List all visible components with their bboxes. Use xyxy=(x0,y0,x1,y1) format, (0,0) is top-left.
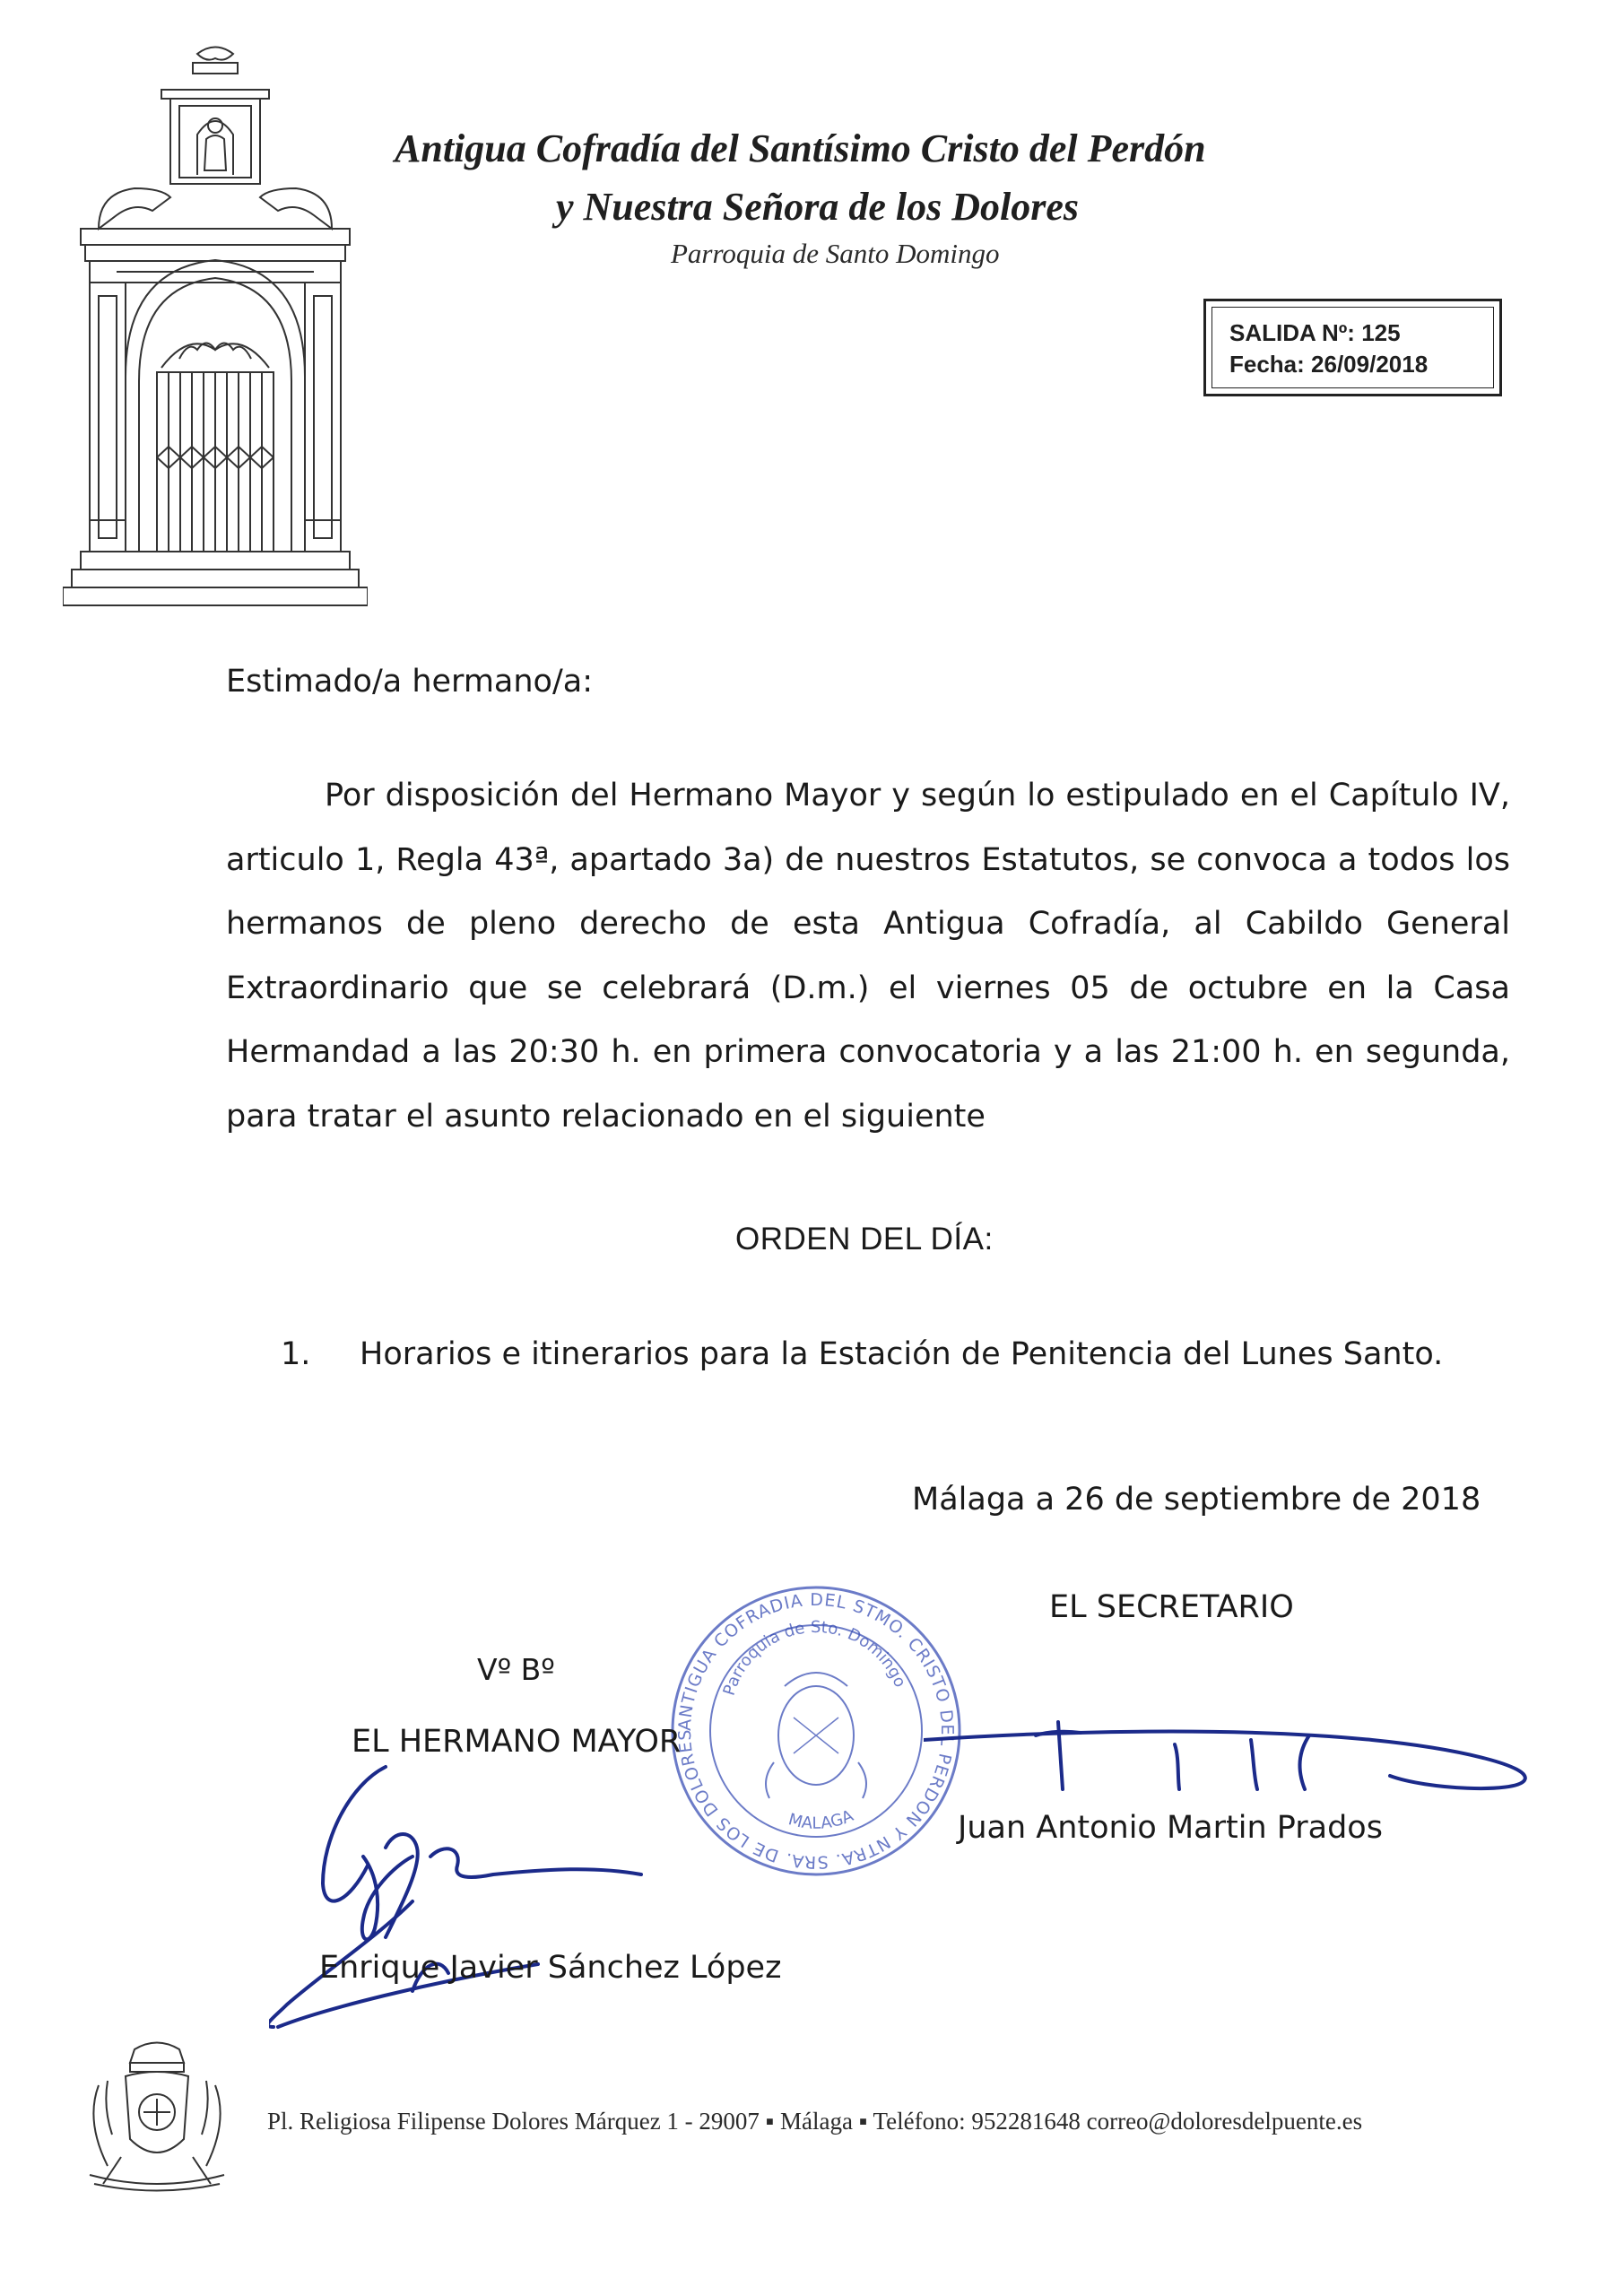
footer-address: Pl. Religiosa Filipense Dolores Márquez 1 - 29007 ▪ Málaga ▪ Teléfono: 952281648 correo@doloresdelpuente.es xyxy=(267,2108,1363,2135)
exit-number: SALIDA Nº: 125 xyxy=(1229,319,1401,346)
agenda-item-number: 1. xyxy=(281,1336,311,1372)
mayor-title: EL HERMANO MAYOR xyxy=(352,1724,682,1760)
brotherhood-seal-stamp xyxy=(668,1583,964,1879)
mayor-name: Enrique Javier Sánchez López xyxy=(319,1950,782,1986)
approval-mark: Vº Bº xyxy=(477,1652,555,1687)
organization-name-line1: Antigua Cofradía del Santísimo Cristo del Perdón xyxy=(395,126,1206,170)
parish-name: Parroquia de Santo Domingo xyxy=(671,238,1000,269)
agenda-title: ORDEN DEL DÍA: xyxy=(735,1222,994,1257)
seal-inner-text: Parroquia de Sto. Domingo xyxy=(719,1617,910,1698)
place-date: Málaga a 26 de septiembre de 2018 xyxy=(912,1482,1481,1518)
agenda-item-text: Horarios e itinerarios para la Estación de Penitencia del Lunes Santo. xyxy=(360,1336,1444,1372)
mayor-signature xyxy=(269,1758,646,2054)
chapel-logo-illustration xyxy=(63,36,368,610)
seal-outer-text: ANTIGUA COFRADIA DEL STMO. CRISTO DEL PERDON Y NTRA. SRA. DE LOS DOLORES xyxy=(674,1589,958,1873)
seal-bottom-text: MALAGA xyxy=(786,1806,856,1833)
organization-name-line2: y Nuestra Señora de los Dolores xyxy=(556,185,1080,229)
secretary-name: Juan Antonio Martin Prados xyxy=(958,1810,1383,1846)
coat-of-arms-emblem xyxy=(72,2031,242,2202)
secretary-title: EL SECRETARIO xyxy=(1049,1589,1294,1625)
svg-text:MALAGA xyxy=(786,1806,856,1833)
body-paragraph: Por disposición del Hermano Mayor y según lo estipulado en el Capítulo IV, articulo 1, Regla 43ª, apartado 3a) de nuestros Estatutos, se convoca a todos los hermanos de pleno derecho de esta Antigua Cofradía, al Cabildo General Extraordinario que se celebrará (D.m.) el viernes 05 de octubre en la Casa Hermandad a las 20:30 h. en primera convocatoria y a las 21:00 h. en segunda, para tratar el asunto relacionado en el siguiente xyxy=(226,778,1510,1135)
greeting: Estimado/a hermano/a: xyxy=(226,664,593,700)
reference-box xyxy=(1203,299,1502,396)
reference-date: Fecha: 26/09/2018 xyxy=(1229,351,1429,378)
